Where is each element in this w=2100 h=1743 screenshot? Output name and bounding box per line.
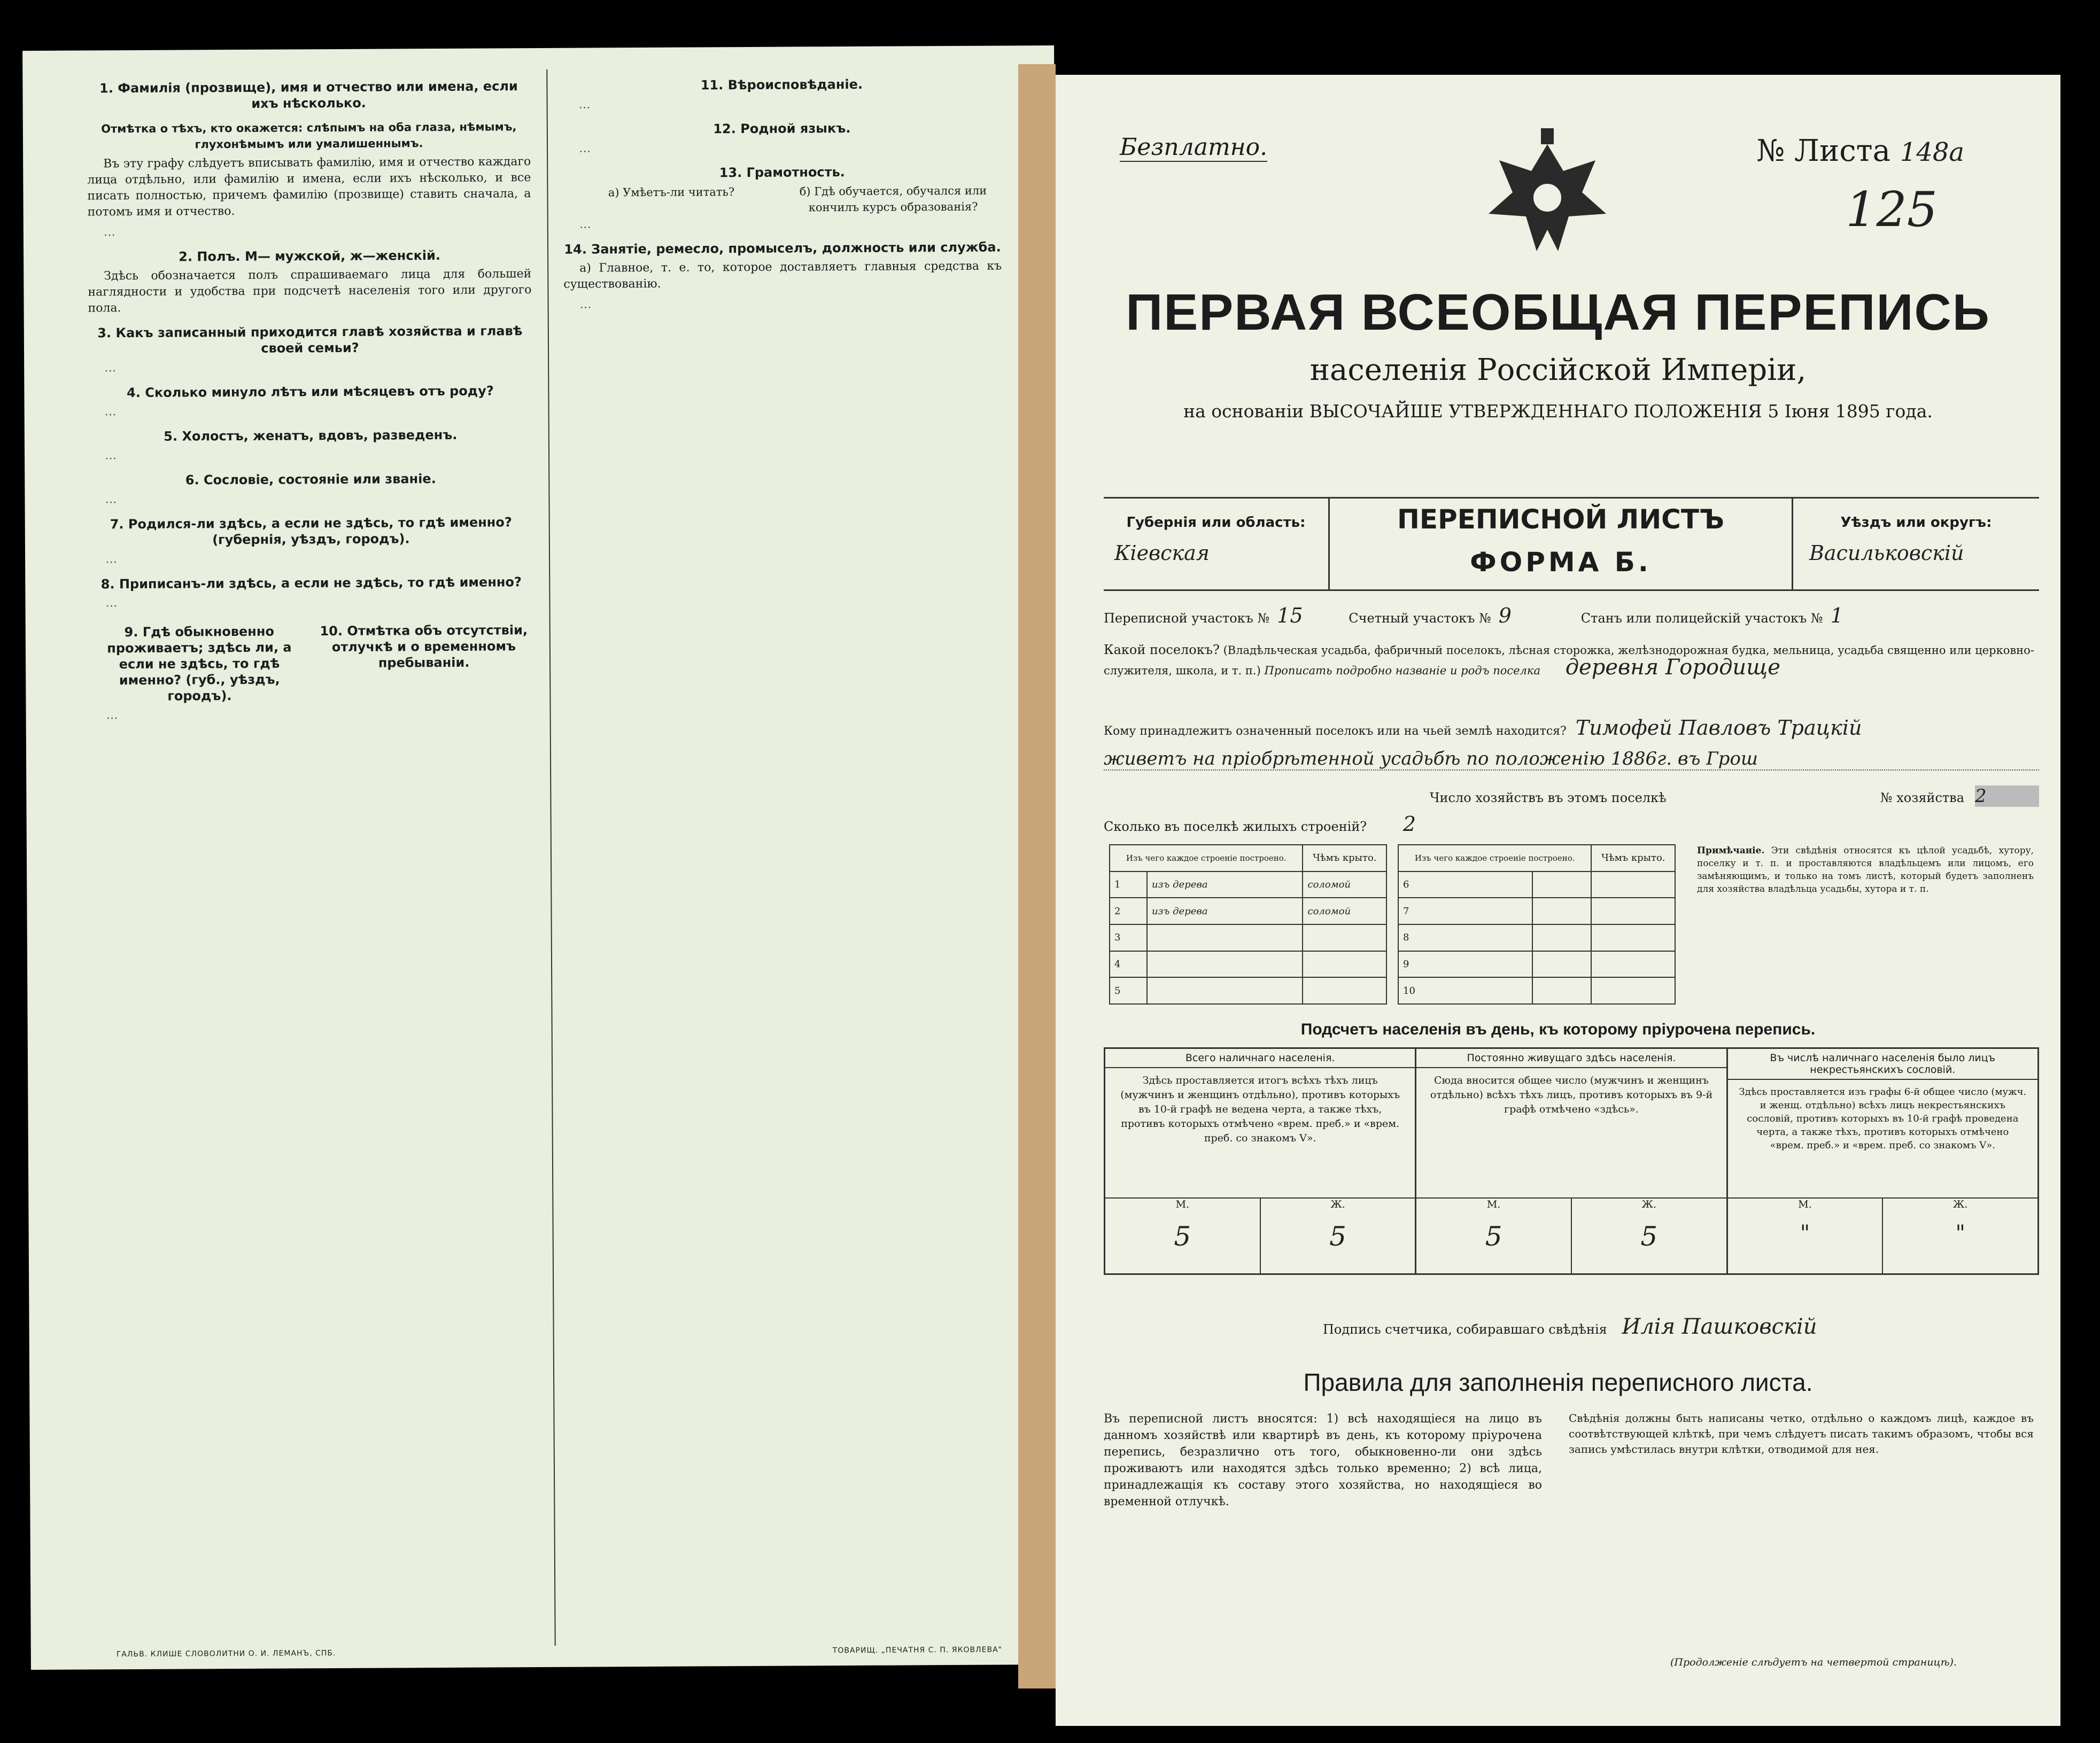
owner-line <box>1104 716 2039 740</box>
instructions-column-1: 1. Фамилія (прозвище), имя и отчество или имена, если ихъ нѣсколько. Отмѣтка о тѣхъ, кто окажется: слѣпымъ на оба глаза, нѣмымъ, глухонѣмымъ или умалишеннымъ. Въ эту графу слѣдуетъ вписывать фамилію, имя и отчество каждаго лица отдѣльно, или фамилію и имена, если ихъ нѣсколько, и все писать полностью, причемъ фамилію (прозвище) ставить сначала, а потомъ имя и отчество. … 2. Полъ. М— мужской, ж—женскій. Здѣсь обозначается полъ спрашиваемаго лица для большей наглядности и удобства при подсчетѣ населенія того или другого пола. 3. Какъ записанный приходится главѣ хозяйства и главѣ своей семьи? … 4. Сколько минуло лѣтъ или мѣсяцевъ отъ роду? … 5. Холостъ, женатъ, вдовъ, разведенъ. … 6. Сословіе, состояніе или званіе. … 7. Родился-ли здѣсь, а если не здѣсь, то гдѣ именно? (губернія, уѣздъ, городъ). … 8. Приписанъ-ли здѣсь, а если не здѣсь, то гдѣ именно? … 9. Гдѣ обыкновенно проживаетъ; здѣсь ли, а если не здѣсь, то гдѣ именно? (губ., уѣздъ, городъ). 10. Отмѣтка объ отсутствіи, отлучкѣ и о временномъ пребываніи. … <box>87 69 533 728</box>
count-col-present <box>1105 1049 1416 1273</box>
owner-value: Тимофей Павловъ Трацкій <box>1575 716 1862 740</box>
section-13a: а) Умѣетъ-ли читать? <box>608 185 735 199</box>
section-14-text: а) Главное, т. е. то, которое доставляетъ главныя средства къ существованію. <box>563 259 1002 291</box>
row-number: 4 <box>1110 951 1147 978</box>
column-divider <box>546 69 555 1646</box>
gubernia-box <box>1104 499 1330 589</box>
section-3-title: 3. Какъ записанный приходится главѣ хозяйства и главѣ своей семьи? <box>97 323 523 356</box>
rules-right: Свѣдѣнія должны быть написаны четко, отдѣльно о каждомъ лицѣ, каждое въ соотвѣтствующей клѣткѣ, при чемъ слѣдуетъ писать такимъ образомъ, чтобы вся запись умѣстилась внутри клѣтки, отводимой для нея. <box>1569 1412 2034 1456</box>
section-12-title: 12. Родной языкъ. <box>713 120 851 137</box>
table-row <box>1110 977 1386 1004</box>
rules-title: Правила для заполненія переписного листа. <box>1303 1368 1813 1396</box>
form-header-band <box>1104 497 2039 591</box>
section-14-title: 14. Занятіе, ремесло, промыселъ, должность или служба. <box>564 239 1001 257</box>
section-1-note: Отмѣтка о тѣхъ, кто окажется: слѣпымъ на оба глаза, нѣмымъ, глухонѣмымъ или умалишеннымъ. <box>101 120 517 151</box>
form-decree: на основаніи ВЫСОЧАЙШЕ УТВЕРЖДЕННАГО ПОЛОЖЕНІЯ 5 Іюня 1895 года. <box>1183 401 1933 422</box>
sheet-number <box>1756 134 1964 168</box>
male-label: М. <box>1486 1199 1501 1210</box>
roof-cell: соломой <box>1303 872 1386 898</box>
police-district-label: Станъ или полицейскій участокъ № <box>1580 611 1823 626</box>
sheet-number-label: № Листа <box>1756 134 1890 168</box>
buildings-col-material: Изъ чего каждое строеніе построено. <box>1110 845 1303 872</box>
section-8-title: 8. Приписанъ-ли здѣсь, а если не здѣсь, то гдѣ именно? <box>100 574 522 592</box>
row-number: 8 <box>1398 924 1532 951</box>
uezd-label: Уѣздъ или округъ: <box>1840 515 1992 531</box>
buildings-value: 2 <box>1402 812 1416 836</box>
sheet-number-hand: 148а <box>1900 137 1964 167</box>
gubernia-value: Кіевская <box>1114 541 1210 565</box>
section-2-text: Здѣсь обозначается полъ спрашиваемаго лица для большей наглядности и удобства при подсчетѣ населенія того или другого пола. <box>88 267 532 315</box>
male-count: 5 <box>1174 1221 1191 1252</box>
section-13b: б) Гдѣ обучается, обучался или кончилъ курсъ образованія? <box>799 184 987 214</box>
section-4-title: 4. Сколько минуло лѣтъ или мѣсяцевъ отъ роду? <box>127 383 494 401</box>
row-number: 2 <box>1110 898 1147 924</box>
enum-district-label: Переписной участокъ № <box>1104 611 1270 626</box>
section-2-title: 2. Полъ. М— мужской, ж—женскій. <box>179 247 441 264</box>
female-label: Ж. <box>1330 1199 1345 1210</box>
rules-left: Въ переписной листъ вносятся: 1) всѣ находящіеся на лицо въ данномъ хозяйствѣ или квартирѣ въ день, къ которому пріурочена перепись, безразлично отъ того, обыкновенно-ли они здѣсь проживаютъ или находятся здѣсь только временно; 2) всѣ лица, принадлежащія къ составу этого хозяйства, но находящіеся во временной отлучкѣ. <box>1104 1412 1542 1508</box>
gubernia-label: Губернія или область: <box>1126 515 1306 531</box>
buildings-table-2 <box>1398 844 1676 1005</box>
enum-district-value: 15 <box>1277 604 1303 627</box>
buildings-label: Сколько въ поселкѣ жилыхъ строеній? <box>1104 819 1367 834</box>
double-headed-eagle-emblem <box>1462 123 1633 273</box>
section-10-title: 10. Отмѣтка объ отсутствіи, отлучкѣ и о временномъ пребываніи. <box>320 622 528 671</box>
owner-value-2: живетъ на прiобрѣтенной усадьбѣ по положенію 1886г. въ Грош <box>1104 748 2039 771</box>
row-number: 6 <box>1398 872 1532 898</box>
right-page-census-form <box>1056 75 2060 1726</box>
male-label: М. <box>1798 1199 1812 1210</box>
table-row <box>1398 924 1675 951</box>
table-row <box>1110 924 1386 951</box>
police-district-value: 1 <box>1830 604 1843 627</box>
row-number: 1 <box>1110 872 1147 898</box>
mf-row <box>1105 1197 1415 1273</box>
note-title: Примѣчаніе. <box>1697 845 1765 856</box>
signature-line <box>1323 1314 2039 1339</box>
settlement-label: Какой поселокъ? <box>1104 642 1220 657</box>
households-label: Число хозяйствъ въ этомъ поселкѣ <box>1430 790 1667 805</box>
row-number: 7 <box>1398 898 1532 924</box>
table-row <box>1398 977 1675 1004</box>
section-5-title: 5. Холостъ, женатъ, вдовъ, разведенъ. <box>164 427 458 444</box>
count-col-text: Здѣсь проставляется итогъ всѣхъ тѣхъ лицъ (мужчинъ и женщинъ отдѣльно), противъ которыхъ въ 10-й графѣ не ведена черта, а также тѣхъ, противъ которыхъ отмѣчено «врем. преб.» и «врем. преб. со знакомъ V». <box>1120 1075 1400 1144</box>
count-district-label: Счетный участокъ № <box>1349 611 1491 626</box>
table-row <box>1110 951 1386 978</box>
left-footer-imprint: ГАЛЬВ. КЛИШЕ СЛОВОЛИТНИ О. И. ЛЕМАНЪ, СПБ. <box>116 1649 336 1659</box>
count-col-resident <box>1416 1049 1727 1273</box>
rules-continued: (Продолженіе слѣдуетъ на четвертой страницѣ). <box>1670 1656 1957 1668</box>
male-count: " <box>1800 1221 1810 1246</box>
buildings-table <box>1109 844 1387 1005</box>
households-line <box>1430 785 2039 807</box>
note-text: Эти свѣдѣнія относятся къ цѣлой усадьбѣ, хутору, поселку и т. п. и проставляются владѣльцемъ или лицомъ, его замѣняющимъ, и только на томъ листѣ, который будетъ заполненъ для хозяйства владѣльца усадьбы, хутора и т. п. <box>1697 845 2034 894</box>
buildings-col-material: Изъ чего каждое строеніе построено. <box>1398 845 1591 872</box>
female-label: Ж. <box>1641 1199 1657 1210</box>
section-1-text: Въ эту графу слѣдуетъ вписывать фамилію, имя и отчество каждаго лица отдѣльно, или фамилію и имена, если ихъ нѣсколько, и все писать полностью, причемъ фамилію (прозвище) ставить сначала, а потомъ имя и отчество. <box>87 155 531 219</box>
uezd-value: Васильковскій <box>1809 541 1964 565</box>
household-no-label: № хозяйства <box>1880 790 1964 805</box>
material-cell: изъ дерева <box>1147 898 1303 924</box>
table-row <box>1110 898 1386 924</box>
household-no-value: 2 <box>1975 785 2039 807</box>
female-count: 5 <box>1640 1221 1658 1252</box>
count-title: Подсчетъ населенія въ день, къ которому пріурочена перепись. <box>1300 1021 1816 1038</box>
form-subtitle: населенія Россійской Имперіи, <box>1309 353 1807 387</box>
count-col-head: Въ числѣ наличнаго населенія было лицъ некрестьянскихъ сословій. <box>1728 1049 2037 1080</box>
female-label: Ж. <box>1952 1199 1968 1210</box>
settlement-hint: (Владѣльческая усадьба, фабричный поселокъ, лѣсная сторожка, желѣзнодорожная будка, мельница, усадьба священно или церковно-служителя, школа, и т. п.) <box>1104 644 2034 677</box>
buildings-col-roof: Чѣмъ крыто. <box>1303 845 1386 872</box>
free-label: Безплатно. <box>1120 134 1268 161</box>
section-13-title: 13. Грамотность. <box>719 165 845 181</box>
count-col-head: Всего наличнаго населенія. <box>1105 1049 1415 1068</box>
table-row <box>1398 898 1675 924</box>
female-count: 5 <box>1329 1221 1346 1252</box>
material-cell: изъ дерева <box>1147 872 1303 898</box>
signature-label: Подпись счетчика, собиравшаго свѣдѣнія <box>1323 1322 1607 1337</box>
material-cell <box>1147 977 1303 1004</box>
count-col-text: Сюда вносится общее число (мужчинъ и женщинъ отдѣльно) всѣхъ тѣхъ лицъ, противъ которыхъ въ 9-й графѣ отмѣчено «здѣсь». <box>1430 1075 1713 1115</box>
material-cell <box>1147 924 1303 951</box>
roof-cell <box>1303 951 1386 978</box>
right-footer-imprint: ТОВАРИЩ. „ПЕЧАТНЯ С. П. ЯКОВЛЕВА" <box>832 1645 1003 1655</box>
count-table <box>1104 1047 2039 1275</box>
buildings-col-roof: Чѣмъ крыто. <box>1591 845 1675 872</box>
settlement-hint-2: Прописать подробно названіе и родъ поселка <box>1264 664 1540 677</box>
roof-cell: соломой <box>1303 898 1386 924</box>
row-number: 9 <box>1398 951 1532 978</box>
district-line <box>1104 604 2039 627</box>
buildings-line <box>1104 812 1416 836</box>
owner-label: Кому принадлежитъ означенный поселокъ или на чьей землѣ находится? <box>1104 725 1567 738</box>
section-6-title: 6. Сословіе, состояніе или званіе. <box>185 471 436 488</box>
signature-value: Илія Пашковскій <box>1622 1314 1817 1339</box>
table-row <box>1398 951 1675 978</box>
settlement-line <box>1104 641 2039 679</box>
female-count: " <box>1955 1221 1965 1246</box>
material-cell <box>1147 951 1303 978</box>
form-title: ПЕРЕПИСНОЙ ЛИСТЪ <box>1397 504 1724 535</box>
form-main-title: ПЕРВАЯ ВСЕОБЩАЯ ПЕРЕПИСЬ <box>1126 284 1990 341</box>
book-spine <box>1018 64 1056 1688</box>
male-label: М. <box>1175 1199 1190 1210</box>
uezd-box <box>1792 499 2039 589</box>
form-sub: ФОРМА Б. <box>1470 547 1652 578</box>
count-col-head: Постоянно живущаго здѣсь населенія. <box>1416 1049 1726 1068</box>
section-9-title: 9. Гдѣ обыкновенно проживаетъ; здѣсь ли, а если не здѣсь, то гдѣ именно? (губ., уѣздъ, городъ). <box>107 624 292 704</box>
buildings-note <box>1697 844 2034 896</box>
sheet-number-hand-2: 125 <box>1846 182 1938 238</box>
male-count: 5 <box>1485 1221 1502 1252</box>
instructions-column-2: 11. Вѣроисповѣданіе. … 12. Родной языкъ. … 13. Грамотность. а) Умѣетъ-ли читать? б) Гдѣ обучается, обучался или кончилъ курсъ образованія? … 14. Занятіе, ремесло, промыселъ, должность или служба. а) Главное, т. е. то, которое доставляетъ главныя средства къ существованію. … <box>562 67 1002 317</box>
count-col-text: Здѣсь проставляется изъ графы 6-й общее число (мужч. и женщ. отдѣльно) всѣхъ лицъ некрестьянскихъ сословій, противъ которыхъ въ 10-й графѣ проведена черта, а также тѣхъ, противъ которыхъ отмѣчено «врем. преб.» и «врем. преб. со знакомъ V». <box>1739 1086 2027 1151</box>
mf-row <box>1416 1197 1726 1273</box>
roof-cell <box>1303 924 1386 951</box>
roof-cell <box>1303 977 1386 1004</box>
count-col-non-peasant <box>1728 1049 2037 1273</box>
mf-row <box>1728 1197 2037 1273</box>
left-page-instructions <box>22 45 1063 1670</box>
count-district-value: 9 <box>1498 604 1512 627</box>
section-7-title: 7. Родился-ли здѣсь, а если не здѣсь, то гдѣ именно? (губернія, уѣздъ, городъ). <box>110 515 512 548</box>
settlement-value: деревня Городище <box>1565 655 1780 680</box>
section-1-title: 1. Фамилія (прозвище), имя и отчество или имена, если ихъ нѣсколько. <box>99 79 518 111</box>
row-number: 3 <box>1110 924 1147 951</box>
row-number: 10 <box>1398 977 1532 1004</box>
table-row <box>1398 872 1675 898</box>
row-number: 5 <box>1110 977 1147 1004</box>
section-11-title: 11. Вѣроисповѣданіе. <box>700 76 863 93</box>
table-row <box>1110 872 1386 898</box>
